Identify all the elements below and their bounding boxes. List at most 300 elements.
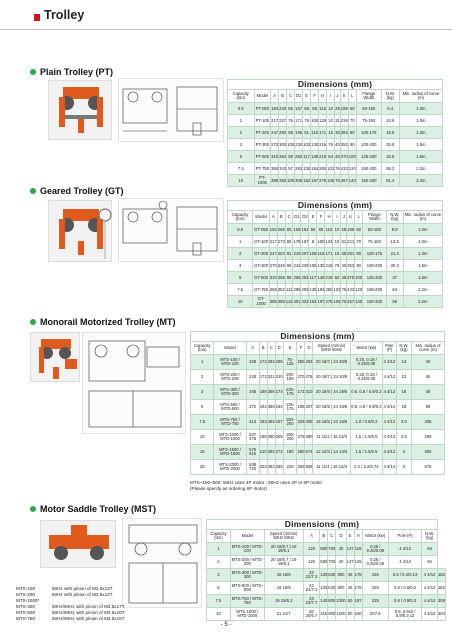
gt-cell: 293 xyxy=(301,284,309,296)
mt-cell: 185 xyxy=(275,355,283,370)
gt-cell: 1.0m xyxy=(403,236,442,248)
pt-dim-title: Dimensions (mm) xyxy=(228,80,443,90)
table-row xyxy=(191,460,445,475)
mst-cell: 20 16/6.7 | 19 19/6.1 xyxy=(264,556,303,569)
pt-cell: 60 xyxy=(348,103,356,115)
mt-cell: 260 xyxy=(297,445,305,460)
gt-cell: 241 xyxy=(293,260,301,272)
mst-cell: 4 4/12 xyxy=(422,582,438,595)
pt-cell: 100-175 xyxy=(356,127,381,139)
bullet-icon xyxy=(30,319,36,325)
mst-col-header: C xyxy=(328,530,336,543)
pt-col-header: B xyxy=(279,90,287,103)
gt-col-header: Min. radius of curve (m) xyxy=(403,211,442,224)
pt-cell: 220 xyxy=(279,103,287,115)
pt-col-header: Min. radius of curve (m) xyxy=(399,90,442,103)
gt-cell: 148 xyxy=(317,272,325,284)
mst-col-header: Speed (m/min) 50Hz 60Hz xyxy=(264,530,303,543)
mt-cell: 5 xyxy=(191,400,214,415)
mst-cell: 130 xyxy=(320,569,328,582)
pt-cell: 1.5m xyxy=(399,139,442,151)
mst-cell: 40 xyxy=(336,556,346,569)
mst-cell: 10 xyxy=(207,608,231,621)
gt-cell: 2 xyxy=(228,248,253,260)
table-row xyxy=(228,163,443,175)
pt-cell: 100 xyxy=(348,151,356,163)
pt-cell: 40 xyxy=(335,139,341,151)
gt-cell: 76 xyxy=(341,296,347,308)
pt-cell: 218 xyxy=(319,151,327,163)
gt-cell: 266 xyxy=(277,224,285,236)
mt-cell: MTS-750 / MTD-750 xyxy=(214,415,246,430)
pt-cell: PT-1000 xyxy=(254,175,271,187)
table-row xyxy=(191,355,445,370)
mt-cell: 20 xyxy=(191,460,214,475)
mt-cell: 380 xyxy=(267,430,275,445)
mst-col-header: N.W. (kg) xyxy=(422,530,438,543)
gt-cell: 50-150 xyxy=(363,224,387,236)
mt-cell: 386 xyxy=(267,400,275,415)
pt-cell: 31 xyxy=(335,115,341,127)
mt-cell: 18 xyxy=(396,385,411,400)
gt-cell: 197 xyxy=(317,296,325,308)
mt-cell: 265 xyxy=(275,460,283,475)
pt-col-header: A xyxy=(271,90,279,103)
pt-cell: 100-200 xyxy=(356,139,381,151)
mst-col-header: Pole (P) xyxy=(388,530,421,543)
pt-cell: 10 xyxy=(228,175,255,187)
gt-cell: 171 xyxy=(325,248,333,260)
pt-cell: 150-200 xyxy=(356,175,381,187)
gt-cell: 28 xyxy=(341,224,347,236)
pt-cell: 157 xyxy=(295,103,303,115)
pt-cell: 2 xyxy=(228,127,255,139)
pt-cell: 6.4 xyxy=(381,103,399,115)
mt-cell: 16 16/5 | 24 19/6 xyxy=(313,415,350,430)
gt-cell: 151 xyxy=(301,224,309,236)
mst-cell: 50 xyxy=(346,595,354,608)
pt-cell: 171 xyxy=(295,115,303,127)
mst-col-header: Motor (kw) xyxy=(362,530,388,543)
mt-cell: 1.5 / 1.5/0.5 xyxy=(350,445,382,460)
mt-cell: 4 4/12 xyxy=(383,445,397,460)
mt-cell: 75-125 xyxy=(283,355,297,370)
gt-cell: GT-500 xyxy=(253,272,269,284)
gt-cell: 124 xyxy=(325,236,333,248)
gt-col-header: K xyxy=(347,211,355,224)
pt-cell: 100 xyxy=(311,115,319,127)
pt-cell: 398 xyxy=(271,175,279,187)
mt-cell: MTS-200 / MTD-200 xyxy=(214,370,246,385)
mt-cell: MTS-1000 / MTD-1000 xyxy=(214,430,246,445)
mst-cell: 22 22/7.1 xyxy=(303,582,320,595)
pt-cell: 100 xyxy=(287,139,295,151)
gt-cell: 91 xyxy=(285,248,293,260)
pt-cell: 32.6 xyxy=(381,151,399,163)
gt-cell: 184 xyxy=(317,284,325,296)
gt-cell: 115 xyxy=(325,224,333,236)
gt-cell: 64 xyxy=(386,284,403,296)
gt-cell: 10 xyxy=(228,296,253,308)
pt-cell: 1.6m xyxy=(399,151,442,163)
mt-cell: 482 xyxy=(267,460,275,475)
mst-cell: 21 21/7 xyxy=(264,608,303,621)
pt-cell: 140 xyxy=(348,175,356,187)
gt-cell: 1.6m xyxy=(403,272,442,284)
gt-col-header: H xyxy=(325,211,333,224)
gt-cell: 84 xyxy=(333,272,341,284)
gt-cell: 398 xyxy=(269,296,277,308)
mst-cell: 900 xyxy=(328,608,336,621)
footnote-model: MTS-500 xyxy=(16,609,35,615)
pt-cell: 364 xyxy=(279,151,287,163)
mst-cell: 20 16/6.7 | 19 19/6.1 xyxy=(264,543,303,556)
pt-cell: 150-200 xyxy=(356,163,381,175)
table-row xyxy=(191,445,445,460)
pt-cell: 76 xyxy=(335,163,341,175)
gt-col-header: L xyxy=(355,211,363,224)
gt-cell: 159 xyxy=(293,224,301,236)
mt-cell: 20 16/7 | 24 20/8 xyxy=(313,355,350,370)
mt-cell: 167 xyxy=(275,415,283,430)
motorized-trolley-photo xyxy=(30,332,80,382)
footnote-model: MTS-300 xyxy=(16,603,35,609)
mt-col-header: F xyxy=(297,342,305,355)
mt-cell: 638 720 xyxy=(246,460,259,475)
pt-cell: 217 xyxy=(271,115,279,127)
pt-cell: 284 xyxy=(340,127,348,139)
pt-cell: 1.3m xyxy=(399,127,442,139)
mt-col-header: D xyxy=(275,342,283,355)
pt-col-header: N.W. (kg) xyxy=(381,90,399,103)
mt-cell: 274 xyxy=(275,445,283,460)
mt-cell: 356 xyxy=(267,385,275,400)
mt-cell: 0.25, 0.18 / 0.25/0.08 xyxy=(350,355,382,370)
pt-cell: 353 xyxy=(340,139,348,151)
gt-cell: 96 xyxy=(285,260,293,272)
pt-cell: 1.0m xyxy=(399,115,442,127)
gt-cell: 358 xyxy=(277,272,285,284)
pt-cell: 260 xyxy=(279,127,287,139)
mst-cell: 580 xyxy=(320,543,328,556)
pt-col-header: J xyxy=(335,90,341,103)
gt-cell: 7.5 xyxy=(228,284,253,296)
mst-body xyxy=(207,543,446,621)
table-row xyxy=(228,175,443,187)
mt-cell: 180 xyxy=(283,445,297,460)
gt-cell: 167 xyxy=(301,236,309,248)
table-row xyxy=(228,127,443,139)
pt-cell: 68 xyxy=(303,103,311,115)
mst-cell: 120 xyxy=(303,543,320,556)
mt-col-header: C xyxy=(267,342,275,355)
gt-cell: 125-200 xyxy=(363,272,387,284)
pt-col-header: Flange Width xyxy=(356,90,381,103)
gt-col-header: D2 xyxy=(301,211,309,224)
gt-cell: 85 xyxy=(285,236,293,248)
mst-cell: 630 xyxy=(328,569,336,582)
mt-cell: 413 xyxy=(246,415,259,430)
mst-cell: MTS-1000 / MTD-1000 xyxy=(230,608,264,621)
gt-cell: 218 xyxy=(325,272,333,284)
gt-cell: 76 xyxy=(341,284,347,296)
mst-cell: 125 xyxy=(354,556,362,569)
mt-cell: 185 xyxy=(297,400,305,415)
gt-cell: 114 xyxy=(285,296,293,308)
gt-cell: 135 xyxy=(309,284,317,296)
mt-cell: 348 xyxy=(246,385,259,400)
footnote-text: 50Hz/60Hz with pinion of M3.5x15T xyxy=(52,615,125,621)
gt-cell: 130 xyxy=(317,260,325,272)
pt-cell: 216 xyxy=(319,139,327,151)
mt-cell: 253 xyxy=(305,355,313,370)
gt-cell: 260 xyxy=(325,284,333,296)
mt-cell: 4 xyxy=(396,445,411,460)
page-number: - 5 - xyxy=(220,622,232,628)
pt-cell: 36 xyxy=(335,127,341,139)
table-row xyxy=(207,569,446,582)
pt-col-header: Capacity (ton) xyxy=(228,90,255,103)
mt-note-line-2: (Please specify as ordering 6P motor) xyxy=(190,485,267,491)
gt-cell: 353 xyxy=(347,260,355,272)
pt-cell: 184 xyxy=(311,163,319,175)
pt-cell: 260 xyxy=(319,163,327,175)
mst-header-row xyxy=(207,530,446,543)
mst-cell: 182 xyxy=(437,569,445,582)
mt-cell: 494 xyxy=(267,415,275,430)
footnote-text: 50Hz/60Hz with pinion of M3.5x17T xyxy=(52,603,125,609)
pt-cell: 46 xyxy=(335,151,341,163)
mst-cell: 22 22/7.3 xyxy=(303,569,320,582)
mst-cell: 23 23/7.7 xyxy=(303,595,320,608)
mst-cell: 20 20/6.7 xyxy=(303,608,320,621)
gt-cell: 281 xyxy=(347,248,355,260)
mt-note xyxy=(190,480,322,492)
mst-cell: 1000 xyxy=(336,595,346,608)
mst-cell: 18 16/6 xyxy=(264,569,303,582)
pt-cell: 230 xyxy=(295,139,303,151)
pt-cell: 103 xyxy=(303,139,311,151)
mt-cell: 275 xyxy=(297,430,305,445)
mt-cell: 537 476 xyxy=(246,430,259,445)
mt-cell: 4 4/12 xyxy=(383,415,397,430)
pt-cell: 368 xyxy=(271,163,279,175)
table-row xyxy=(191,385,445,400)
mt-cell: 15 xyxy=(191,445,214,460)
pt-cell: 116 xyxy=(311,127,319,139)
mt-cell: 125-175 xyxy=(283,400,297,415)
gt-cell: 120 xyxy=(355,284,363,296)
pt-cell: 117 xyxy=(303,151,311,163)
gt-cell: 322 xyxy=(301,296,309,308)
pt-cell: 125 xyxy=(319,115,327,127)
mt-cell: MTS-1500 / MTD-1500 xyxy=(214,445,246,460)
gt-cell: 90 xyxy=(355,260,363,272)
pt-cell: 350 xyxy=(279,175,287,187)
gt-cell: 40 xyxy=(341,260,347,272)
gt-cell: 100-175 xyxy=(363,248,387,260)
mt-cell: MTS-100 / MTD-100 xyxy=(214,355,246,370)
pt-cell: 10 xyxy=(327,115,335,127)
mst-cell: 2 xyxy=(207,556,231,569)
pt-col-header: D1 xyxy=(295,90,303,103)
pt-cell: 1 xyxy=(228,115,255,127)
gt-cell: 100 xyxy=(317,236,325,248)
mst-cell: 800 xyxy=(336,569,346,582)
mt-cell: 4 4/12 xyxy=(383,370,397,385)
pt-cell: 99 xyxy=(287,151,295,163)
mt-cell: 20 16/5 | 24 19/6 xyxy=(313,400,350,415)
gt-cell: 301 xyxy=(293,296,301,308)
mt-col-header: G xyxy=(305,342,313,355)
mst-cell: 18 16/6 xyxy=(264,582,303,595)
pt-col-header: K xyxy=(340,90,348,103)
mst-cell: 800 xyxy=(328,595,336,608)
geared-trolley-drawing xyxy=(118,198,224,262)
gt-cell: 2.2m xyxy=(403,284,442,296)
gt-header-row xyxy=(228,211,443,224)
section-title-gt: Geared Trolley (GT) xyxy=(30,186,124,196)
mt-cell: 0.6, 0.8 / 0.8/0.2 xyxy=(350,400,382,415)
mt-cell: 278 xyxy=(305,370,313,385)
gt-cell: 194 xyxy=(269,224,277,236)
mst-cell: 1200 xyxy=(336,608,346,621)
mt-dim-title: Dimensions (mm) xyxy=(191,332,445,342)
gt-cell: 105 xyxy=(333,296,341,308)
mst-cell: 240 xyxy=(354,608,362,621)
table-row xyxy=(228,284,443,296)
section-title-mt: Monorail Motorized Trolley (MT) xyxy=(30,317,176,327)
gt-cell: 36 xyxy=(341,248,347,260)
mt-cell: 0.6, 0.8 / 0.8/0.2 xyxy=(350,385,382,400)
mt-cell: 223 xyxy=(259,460,267,475)
gt-cell: 370 xyxy=(347,272,355,284)
mt-col-header: Pole (P) xyxy=(383,342,397,355)
mt-cell: 337 xyxy=(305,400,313,415)
pt-cell: 343 xyxy=(279,163,287,175)
gt-cell: 15 xyxy=(333,236,341,248)
gt-cell: GT-200 xyxy=(253,248,269,260)
table-row xyxy=(191,400,445,415)
pt-cell: PT-300 xyxy=(254,139,271,151)
pt-cell: 81.4 xyxy=(381,175,399,187)
gt-cell: 5 xyxy=(228,272,253,284)
pt-cell: 433 xyxy=(340,163,348,175)
pt-cell: 15 xyxy=(327,127,335,139)
gt-cell: 467 xyxy=(347,296,355,308)
mst-cell: 176 xyxy=(354,582,362,595)
mt-cell: 310 xyxy=(305,385,313,400)
gt-body xyxy=(228,224,443,308)
gt-cell: 253 xyxy=(301,272,309,284)
mt-cell: 80 xyxy=(412,400,445,415)
mt-cell: 13 xyxy=(396,370,411,385)
mt-cell: 210 xyxy=(259,445,267,460)
gt-cell: 100 xyxy=(355,272,363,284)
pt-cell: 70 xyxy=(348,115,356,127)
pt-cell: 115 xyxy=(319,103,327,115)
gt-cell: 388 xyxy=(277,296,285,308)
mt-cell: 1.5 / 1.5/0.5 xyxy=(350,430,382,445)
pt-cell: 2.2m xyxy=(399,175,442,187)
gt-cell: 150-200 xyxy=(363,284,387,296)
mt-col-header: B xyxy=(259,342,267,355)
gt-cell: 140 xyxy=(355,296,363,308)
pt-cell: 84 xyxy=(327,151,335,163)
table-row xyxy=(191,430,445,445)
pt-cell: 1.0m xyxy=(399,103,442,115)
footnote-model: MTS-200 xyxy=(16,591,35,597)
gt-col-header: I xyxy=(333,211,341,224)
mst-cell: 225 xyxy=(362,595,388,608)
mst-cell: 800 xyxy=(336,582,346,595)
mst-cell: 45 xyxy=(346,582,354,595)
pt-cell: 88 xyxy=(311,103,319,115)
gt-cell: GT-750 xyxy=(253,284,269,296)
pt-cell: 90 xyxy=(348,139,356,151)
gt-cell: GT-050 xyxy=(253,224,269,236)
mt-cell: 194 xyxy=(259,400,267,415)
mt-cell: 575 xyxy=(412,460,445,475)
mst-col-header: Model xyxy=(230,530,264,543)
mt-cell: 1 xyxy=(191,355,214,370)
gt-cell: 105 xyxy=(309,260,317,272)
mt-cell: 150-200 xyxy=(283,415,297,430)
gt-cell: 70 xyxy=(355,236,363,248)
footnote-model: MTS-100 xyxy=(16,586,35,591)
mt-cell: 150-200 xyxy=(283,430,297,445)
saddle-trolley-drawing xyxy=(122,518,202,608)
pt-cell: 370 xyxy=(340,151,348,163)
pt-cell: 275 xyxy=(319,175,327,187)
saddle-trolley-photo xyxy=(40,520,116,568)
mst-cell: 130 xyxy=(320,582,328,595)
table-row xyxy=(228,139,443,151)
mt-cell: 0.25, 0.18 / 0.25/0.08 xyxy=(350,370,382,385)
pt-col-header: Model xyxy=(254,90,271,103)
mt-cell: 284 xyxy=(267,355,275,370)
pt-cell: 88 xyxy=(287,127,295,139)
gt-col-header: C xyxy=(285,211,293,224)
gt-cell: GT-1000 xyxy=(253,296,269,308)
mt-body xyxy=(191,355,445,475)
mst-cell: 94 xyxy=(422,543,438,556)
mt-cell: 2 xyxy=(191,370,214,385)
section-title-pt: Plain Trolley (PT) xyxy=(30,67,113,77)
mst-cell: 4 4/12 xyxy=(422,595,438,608)
gt-cell: 207 xyxy=(301,248,309,260)
mt-cell: 220 xyxy=(283,460,297,475)
gt-cell: 382 xyxy=(277,284,285,296)
mst-cell: 4 4/12 xyxy=(388,556,421,569)
pt-cell: 308 xyxy=(295,175,303,187)
mt-col-header: Speed (m/min) 50Hz 60Hz xyxy=(313,342,350,355)
gt-cell: 31 xyxy=(341,236,347,248)
pt-cell: 25.8 xyxy=(381,139,399,151)
table-row xyxy=(191,415,445,430)
gt-cell: 66 xyxy=(309,224,317,236)
pt-cell: 10.6 xyxy=(381,115,399,127)
mt-note-line-1: MTS~100~500: 50Hz uses 4P motor ; 60Hz uses 4P or 6P motor xyxy=(190,480,323,485)
gt-cell: 275 xyxy=(325,296,333,308)
section-title-mst: Motor Saddle Trolley (MST) xyxy=(30,504,156,514)
mt-cell: 4 4/12 xyxy=(383,400,397,415)
gt-col-header: Model xyxy=(253,211,269,224)
gt-col-header: E xyxy=(309,211,317,224)
mst-cell: 0.25 / 0.25/0.08 xyxy=(362,543,388,556)
geared-trolley-photo xyxy=(48,200,112,262)
gt-cell: 179 xyxy=(293,236,301,248)
